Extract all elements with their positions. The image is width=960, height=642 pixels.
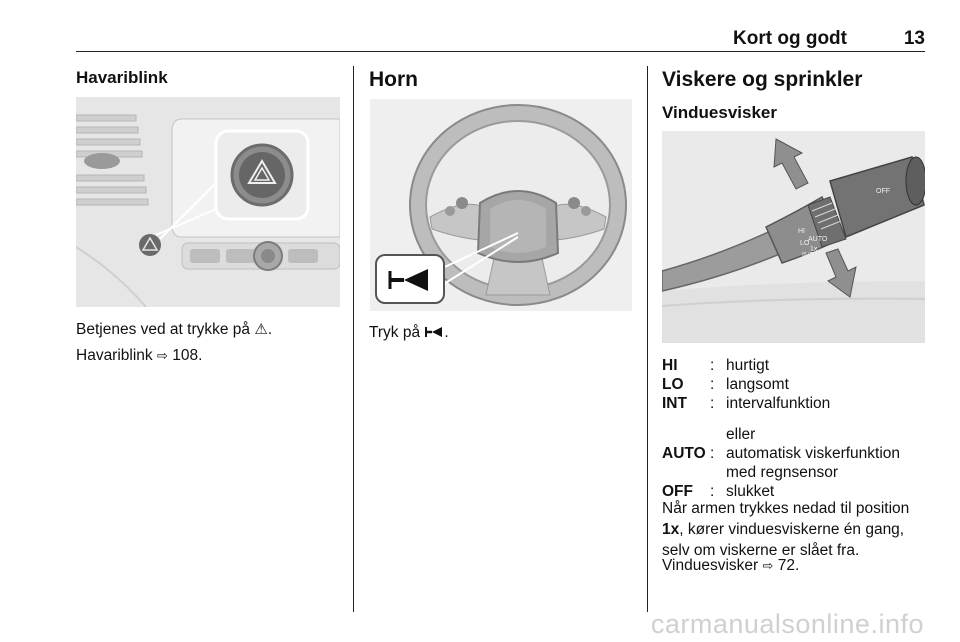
lever-label-1x: 1x — [810, 246, 818, 253]
legend-row: INT : intervalfunktion — [662, 395, 831, 412]
legend-row: HI : hurtigt — [662, 357, 770, 374]
xref-page: 108. — [172, 347, 203, 364]
legend-row: OFF : slukket — [662, 483, 775, 500]
wiper-position-legend — [662, 356, 900, 501]
hazard-switch-figure — [76, 97, 340, 307]
column-divider-2 — [647, 66, 648, 612]
wiper-xref: Vinduesvisker ⇨ 72. — [662, 557, 800, 574]
horn-icon — [424, 326, 444, 338]
legend-row: med regnsensor — [726, 464, 839, 481]
xref-page: 72. — [777, 557, 800, 574]
wiper-1x-paragraph: Når armen trykkes nedad til position 1x, kører vinduesviskerne én gang, selv om viskerne er slået fra. — [662, 500, 910, 559]
legend-row: AUTO : automatisk viskerfunktion — [662, 445, 901, 462]
section-heading-wipers: Viskere og sprinkler — [662, 68, 863, 91]
subheading-windshield-wiper: Vinduesvisker — [662, 103, 777, 122]
page-header — [76, 28, 925, 50]
legend-row: eller — [726, 426, 756, 443]
wiper-lever-figure — [662, 131, 925, 343]
lever-label-hi: HI — [798, 228, 805, 235]
page-reference-arrow-icon: ⇨ — [762, 558, 774, 573]
header-rule — [76, 51, 925, 52]
page-reference-arrow-icon: ⇨ — [156, 348, 168, 363]
hazard-xref: Havariblink ⇨ 108. — [76, 347, 203, 364]
hazard-switch-illustration — [76, 97, 340, 307]
steering-wheel-illustration — [370, 99, 632, 311]
steering-wheel-figure — [370, 99, 632, 311]
column-divider-1 — [353, 66, 354, 612]
lever-label-auto: AUTO — [808, 236, 828, 243]
lever-label-int: INT — [802, 252, 814, 259]
section-heading-hazard: Havariblink — [76, 68, 168, 87]
hazard-instruction: Betjenes ved at trykke på ⚠. — [76, 321, 273, 338]
hazard-triangle-icon: ⚠ — [254, 321, 268, 338]
section-heading-horn: Horn — [369, 68, 418, 91]
legend-row: LO : langsomt — [662, 376, 789, 393]
lever-label-off: OFF — [876, 188, 890, 195]
watermark: carmanualsonline.info — [650, 609, 924, 639]
lever-label-lo: LO — [800, 240, 810, 247]
page-number: 13 — [903, 28, 925, 49]
wiper-lever-illustration — [662, 131, 925, 343]
horn-instruction: Tryk på . — [369, 324, 449, 341]
header-title: Kort og godt — [733, 28, 847, 49]
